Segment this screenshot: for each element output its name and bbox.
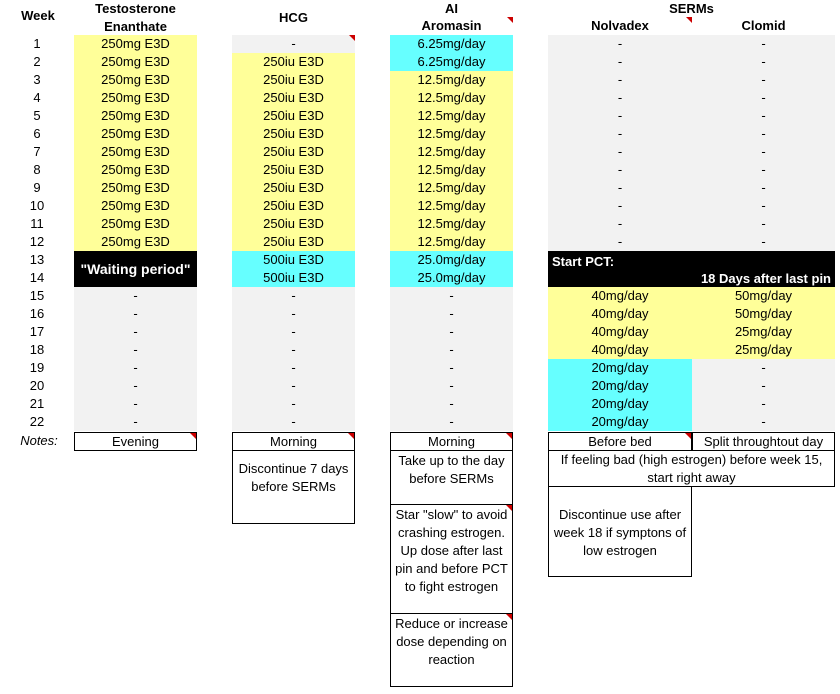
nolvadex-dose-cell: 40mg/day bbox=[548, 323, 692, 341]
clomid-empty-cell: - bbox=[692, 143, 835, 161]
aromasin-dose-cell: 12.5mg/day bbox=[390, 179, 513, 197]
clomid-empty-cell: - bbox=[692, 107, 835, 125]
testosterone-empty-cell: - bbox=[74, 287, 197, 305]
nolvadex-dose-cell: 40mg/day bbox=[548, 287, 692, 305]
testosterone-dose-cell: 250mg E3D bbox=[74, 215, 197, 233]
week-number: 18 bbox=[29, 342, 45, 357]
week-number: 19 bbox=[29, 360, 45, 375]
aromasin-dose-cell: 12.5mg/day bbox=[390, 71, 513, 89]
note-serm-discontinue: Discontinue use after week 18 if symptons of low estrogen bbox=[548, 486, 692, 577]
nolvadex-empty-cell: - bbox=[548, 53, 692, 71]
hcg-dose-cell: 250iu E3D bbox=[232, 233, 355, 251]
aromasin-dose-cell: 12.5mg/day bbox=[390, 161, 513, 179]
nolvadex-dose-cell: 20mg/day bbox=[548, 395, 692, 413]
testosterone-dose-cell: 250mg E3D bbox=[74, 71, 197, 89]
note-serm-early-start: If feeling bad (high estrogen) before week 15, start right away bbox=[548, 450, 835, 487]
aromasin-empty-cell: - bbox=[390, 377, 513, 395]
start-pct-timing: 18 Days after last pin bbox=[700, 271, 831, 286]
testosterone-empty-cell: - bbox=[74, 377, 197, 395]
testosterone-dose-cell: 250mg E3D bbox=[74, 197, 197, 215]
aromasin-empty-cell: - bbox=[390, 359, 513, 377]
note-ai-start-slow: Star "slow" to avoid crashing estrogen. Up dose after last pin and before PCT to fight estrogen bbox=[390, 504, 513, 614]
nolvadex-dose-cell: 20mg/day bbox=[548, 377, 692, 395]
note-ai-adjust: Reduce or increase dose depending on reaction bbox=[390, 613, 513, 687]
clomid-empty-cell: - bbox=[692, 71, 835, 89]
hcg-empty-cell: - bbox=[232, 413, 355, 431]
aromasin-empty-cell: - bbox=[390, 395, 513, 413]
serms-header: SERMs bbox=[669, 1, 714, 16]
testosterone-empty-cell: - bbox=[74, 413, 197, 431]
week-number: 11 bbox=[30, 216, 44, 231]
nolvadex-dose-cell: 20mg/day bbox=[548, 359, 692, 377]
aromasin-empty-cell: - bbox=[390, 305, 513, 323]
aromasin-empty-cell: - bbox=[390, 287, 513, 305]
clomid-empty-cell: - bbox=[692, 89, 835, 107]
clomid-empty-cell: - bbox=[692, 197, 835, 215]
testosterone-empty-cell: - bbox=[74, 395, 197, 413]
note-nolvadex: Before bed bbox=[548, 432, 692, 451]
hcg-dose-cell: 250iu E3D bbox=[232, 71, 355, 89]
aromasin-dose-cell: 6.25mg/day bbox=[390, 35, 513, 53]
testosterone-dose-cell: 250mg E3D bbox=[74, 233, 197, 251]
start-pct-label: Start PCT: bbox=[552, 254, 615, 269]
hcg-empty-cell: - bbox=[232, 359, 355, 377]
aromasin-empty-cell: - bbox=[390, 323, 513, 341]
hcg-empty-cell: - bbox=[232, 323, 355, 341]
clomid-empty-cell: - bbox=[692, 53, 835, 71]
hcg-dose-cell: 250iu E3D bbox=[232, 197, 355, 215]
nolvadex-empty-cell: - bbox=[548, 197, 692, 215]
week-number: 13 bbox=[29, 252, 45, 267]
nolvadex-empty-cell: - bbox=[548, 107, 692, 125]
hcg-high-dose-cell: 500iu E3D bbox=[232, 251, 355, 269]
aromasin-dose-cell: 12.5mg/day bbox=[390, 233, 513, 251]
testosterone-dose-cell: 250mg E3D bbox=[74, 89, 197, 107]
nolvadex-empty-cell: - bbox=[548, 35, 692, 53]
testosterone-dose-cell: 250mg E3D bbox=[74, 143, 197, 161]
clomid-empty-cell: - bbox=[692, 179, 835, 197]
nolvadex-dose-cell: 40mg/day bbox=[548, 305, 692, 323]
hcg-dose-cell: 250iu E3D bbox=[232, 107, 355, 125]
hcg-empty-cell: - bbox=[232, 341, 355, 359]
testosterone-dose-cell: 250mg E3D bbox=[74, 35, 197, 53]
aromasin-header: Aromasin bbox=[390, 17, 513, 36]
week-number: 12 bbox=[29, 234, 45, 249]
testosterone-empty-cell: - bbox=[74, 323, 197, 341]
hcg-dose-cell: 250iu E3D bbox=[232, 179, 355, 197]
note-testosterone: Evening bbox=[74, 432, 197, 451]
nolvadex-header: Nolvadex bbox=[548, 17, 692, 36]
clomid-dose-cell: 50mg/day bbox=[692, 287, 835, 305]
ai-header: AI bbox=[445, 1, 458, 16]
nolvadex-empty-cell: - bbox=[548, 233, 692, 251]
hcg-dose-cell: 250iu E3D bbox=[232, 143, 355, 161]
nolvadex-empty-cell: - bbox=[548, 89, 692, 107]
testosterone-dose-cell: 250mg E3D bbox=[74, 125, 197, 143]
aromasin-empty-cell: - bbox=[390, 413, 513, 431]
clomid-empty-cell: - bbox=[692, 35, 835, 53]
week-number: 5 bbox=[33, 108, 41, 123]
week-number: 3 bbox=[33, 72, 41, 87]
aromasin-dose-cell: 12.5mg/day bbox=[390, 143, 513, 161]
clomid-empty-cell: - bbox=[692, 377, 835, 395]
hcg-dose-cell: 250iu E3D bbox=[232, 161, 355, 179]
testosterone-empty-cell: - bbox=[74, 341, 197, 359]
week-number: 4 bbox=[33, 90, 41, 105]
week-number: 7 bbox=[33, 144, 41, 159]
aromasin-dose-cell: 6.25mg/day bbox=[390, 53, 513, 71]
nolvadex-dose-cell: 20mg/day bbox=[548, 413, 692, 431]
testosterone-dose-cell: 250mg E3D bbox=[74, 161, 197, 179]
note-hcg-discontinue: Discontinue 7 days before SERMs bbox=[232, 450, 355, 524]
hcg-empty-cell: - bbox=[232, 35, 355, 53]
week-header: Week bbox=[21, 8, 55, 23]
week-number: 17 bbox=[29, 324, 45, 339]
week-number: 22 bbox=[29, 414, 45, 429]
start-pct-cell bbox=[548, 251, 835, 287]
hcg-empty-cell: - bbox=[232, 377, 355, 395]
nolvadex-empty-cell: - bbox=[548, 179, 692, 197]
week-number: 15 bbox=[29, 288, 45, 303]
note-ai: Morning bbox=[390, 432, 513, 451]
aromasin-dose-cell: 12.5mg/day bbox=[390, 107, 513, 125]
week-number: 9 bbox=[33, 180, 41, 195]
clomid-dose-cell: 50mg/day bbox=[692, 305, 835, 323]
testosterone-empty-cell: - bbox=[74, 305, 197, 323]
notes-label: Notes: bbox=[20, 433, 58, 448]
nolvadex-dose-cell: 40mg/day bbox=[548, 341, 692, 359]
testosterone-dose-cell: 250mg E3D bbox=[74, 107, 197, 125]
clomid-empty-cell: - bbox=[692, 125, 835, 143]
week-number: 21 bbox=[29, 396, 45, 411]
week-number: 10 bbox=[29, 198, 45, 213]
nolvadex-empty-cell: - bbox=[548, 161, 692, 179]
aromasin-dose-cell: 12.5mg/day bbox=[390, 215, 513, 233]
aromasin-dose-cell: 25.0mg/day bbox=[390, 251, 513, 269]
aromasin-dose-cell: 12.5mg/day bbox=[390, 125, 513, 143]
testosterone-header: Testosterone Enanthate bbox=[95, 1, 176, 34]
clomid-empty-cell: - bbox=[692, 359, 835, 377]
hcg-dose-cell: 250iu E3D bbox=[232, 53, 355, 71]
note-ai-take-until: Take up to the day before SERMs bbox=[390, 450, 513, 505]
testosterone-dose-cell: 250mg E3D bbox=[74, 53, 197, 71]
aromasin-dose-cell: 12.5mg/day bbox=[390, 89, 513, 107]
week-number: 8 bbox=[33, 162, 41, 177]
week-number: 2 bbox=[33, 54, 41, 69]
week-number: 1 bbox=[33, 36, 41, 51]
clomid-dose-cell: 25mg/day bbox=[692, 323, 835, 341]
clomid-empty-cell: - bbox=[692, 395, 835, 413]
week-number: 14 bbox=[29, 270, 45, 285]
aromasin-dose-cell: 12.5mg/day bbox=[390, 197, 513, 215]
note-clomid: Split throughtout day bbox=[692, 432, 835, 451]
clomid-empty-cell: - bbox=[692, 215, 835, 233]
waiting-period-cell: "Waiting period" bbox=[74, 251, 197, 287]
clomid-dose-cell: 25mg/day bbox=[692, 341, 835, 359]
testosterone-empty-cell: - bbox=[74, 359, 197, 377]
week-number: 16 bbox=[29, 306, 45, 321]
hcg-dose-cell: 250iu E3D bbox=[232, 215, 355, 233]
testosterone-dose-cell: 250mg E3D bbox=[74, 179, 197, 197]
hcg-dose-cell: 250iu E3D bbox=[232, 89, 355, 107]
nolvadex-empty-cell: - bbox=[548, 143, 692, 161]
clomid-empty-cell: - bbox=[692, 413, 835, 431]
clomid-empty-cell: - bbox=[692, 233, 835, 251]
nolvadex-empty-cell: - bbox=[548, 125, 692, 143]
nolvadex-empty-cell: - bbox=[548, 71, 692, 89]
clomid-empty-cell: - bbox=[692, 161, 835, 179]
aromasin-dose-cell: 25.0mg/day bbox=[390, 269, 513, 287]
hcg-empty-cell: - bbox=[232, 287, 355, 305]
hcg-high-dose-cell: 500iu E3D bbox=[232, 269, 355, 287]
week-number: 6 bbox=[33, 126, 41, 141]
hcg-empty-cell: - bbox=[232, 305, 355, 323]
note-hcg: Morning bbox=[232, 432, 355, 451]
nolvadex-empty-cell: - bbox=[548, 215, 692, 233]
hcg-dose-cell: 250iu E3D bbox=[232, 125, 355, 143]
week-number: 20 bbox=[29, 378, 45, 393]
clomid-header: Clomid bbox=[692, 17, 835, 36]
hcg-empty-cell: - bbox=[232, 395, 355, 413]
aromasin-empty-cell: - bbox=[390, 341, 513, 359]
hcg-header: HCG bbox=[279, 10, 308, 25]
